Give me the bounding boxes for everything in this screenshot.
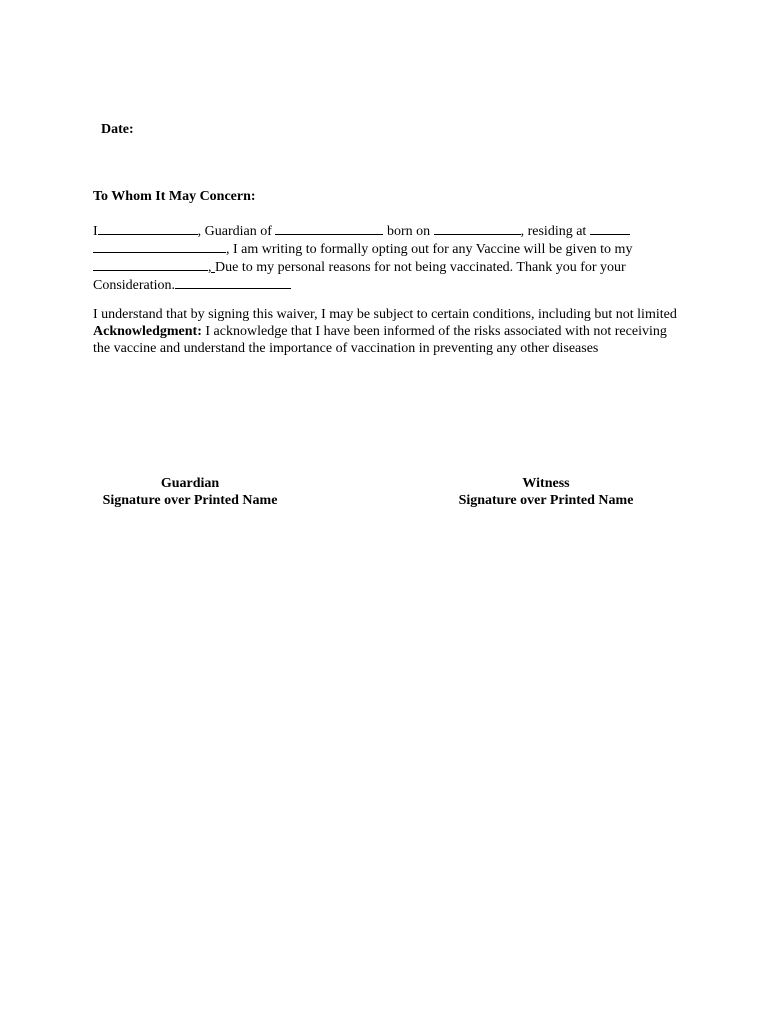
paragraph-text: Due to my personal reasons for not being vaccinated. Thank you for your Consideration. (93, 260, 626, 293)
guardian-signature-block (93, 475, 287, 509)
witness-signature-caption: Signature over Printed Name (458, 493, 634, 508)
relation-blank (93, 258, 208, 271)
address-blank (590, 222, 630, 235)
paragraph-text: I (93, 224, 98, 239)
witness-signature-block (449, 475, 643, 509)
date-label: Date: (101, 122, 134, 137)
birth-date-blank (434, 222, 521, 235)
guardian-signature-caption: Signature over Printed Name (102, 493, 278, 508)
paragraph-text: , I am writing to formally opting out for any Vaccine will be given to my (226, 242, 633, 257)
paragraph-text: born on (383, 224, 434, 239)
paragraph-text: , residing at (520, 224, 590, 239)
paragraph-text: I understand that by signing this waiver, I may be subject to certain conditions, including but not limited (93, 307, 677, 322)
child-name-blank (275, 222, 383, 235)
guardian-role: Guardian (160, 476, 220, 491)
paragraph-text: , (208, 260, 215, 275)
opt-out-paragraph (93, 222, 678, 294)
witness-role: Witness (522, 476, 570, 491)
guardian-name-blank (98, 222, 198, 235)
acknowledgment-label: Acknowledgment: (93, 324, 202, 339)
address-blank-continued (93, 240, 226, 253)
paragraph-text: , Guardian of (197, 224, 276, 239)
consideration-blank (175, 276, 291, 289)
acknowledgment-paragraph (93, 306, 678, 357)
paragraph-text: I acknowledge that I have been informed of the risks associated with not receiving the vaccine and understand the importance of vaccination in preventing any other diseases (93, 324, 667, 356)
salutation: To Whom It May Concern: (93, 189, 256, 204)
